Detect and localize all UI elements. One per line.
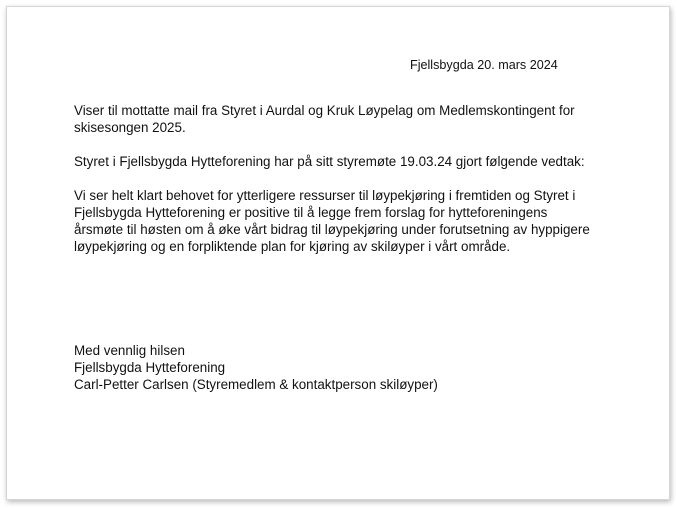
resolution-paragraph [74, 187, 634, 255]
decision-paragraph [74, 153, 634, 170]
document-page [6, 6, 670, 500]
letter-date: Fjellsbygda 20. mars 2024 [410, 58, 558, 72]
resolution-line-3: årsmøte til høsten om å øke vårt bidrag til løypekjøring under forutsetning av hyppigere [74, 222, 590, 237]
closing-organization: Fjellsbygda Hytteforening [74, 360, 226, 375]
intro-line-1: Viser til mottatte mail fra Styret i Aurdal og Kruk Løypelag om Medlemskontingent for [74, 103, 575, 118]
decision-line: Styret i Fjellsbygda Hytteforening har på sitt styremøte 19.03.24 gjort følgende vedtak: [74, 154, 585, 169]
letter-closing [74, 342, 634, 393]
resolution-line-4: løypekjøring og en forpliktende plan for kjøring av skiløyper i vårt område. [74, 239, 511, 254]
letter-body [74, 102, 634, 272]
closing-signatory: Carl-Petter Carlsen (Styremedlem & kontaktperson skiløyper) [74, 377, 438, 392]
resolution-line-1: Vi ser helt klart behovet for ytterligere ressurser til løypekjøring i fremtiden og Styret i [74, 188, 576, 203]
closing-greeting: Med vennlig hilsen [74, 343, 185, 358]
intro-line-2: skisesongen 2025. [74, 120, 186, 135]
intro-paragraph [74, 102, 634, 136]
resolution-line-2: Fjellsbygda Hytteforening er positive til å legge frem forslag for hytteforeningens [74, 205, 548, 220]
